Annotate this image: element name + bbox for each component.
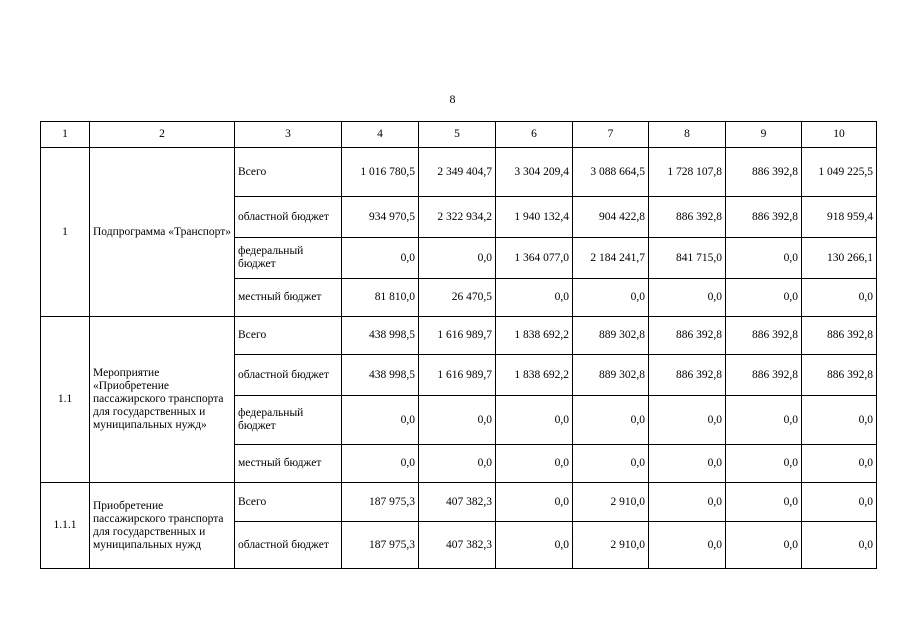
header-cell: 9 <box>726 122 802 148</box>
value-cell: 0,0 <box>726 396 802 445</box>
funding-source: федеральный бюджет <box>235 238 342 279</box>
funding-source: федеральный бюджет <box>235 396 342 445</box>
value-cell: 886 392,8 <box>726 148 802 197</box>
value-cell: 886 392,8 <box>802 355 877 396</box>
value-cell: 0,0 <box>802 522 877 569</box>
value-cell: 438 998,5 <box>342 317 419 355</box>
funding-source: областной бюджет <box>235 197 342 238</box>
row-name: Подпрограмма «Транспорт» <box>90 148 235 317</box>
row-name: Мероприятие «Приобретение пассажирского транспорта для государственных и муниципальных нужд» <box>90 317 235 483</box>
value-cell: 0,0 <box>419 238 496 279</box>
funding-source: Всего <box>235 148 342 197</box>
funding-source: областной бюджет <box>235 355 342 396</box>
header-cell: 8 <box>649 122 726 148</box>
value-cell: 1 838 692,2 <box>496 317 573 355</box>
value-cell: 886 392,8 <box>649 355 726 396</box>
funding-source: местный бюджет <box>235 279 342 317</box>
value-cell: 918 959,4 <box>802 197 877 238</box>
page-number: 8 <box>449 92 456 106</box>
budget-table <box>40 121 877 569</box>
value-cell: 0,0 <box>802 445 877 483</box>
header-cell: 4 <box>342 122 419 148</box>
value-cell: 0,0 <box>649 279 726 317</box>
value-cell: 0,0 <box>649 445 726 483</box>
header-cell: 6 <box>496 122 573 148</box>
header-cell: 1 <box>41 122 90 148</box>
value-cell: 81 810,0 <box>342 279 419 317</box>
value-cell: 1 364 077,0 <box>496 238 573 279</box>
value-cell: 187 975,3 <box>342 483 419 522</box>
header-cell: 7 <box>573 122 649 148</box>
value-cell: 886 392,8 <box>802 317 877 355</box>
value-cell: 1 940 132,4 <box>496 197 573 238</box>
funding-source: областной бюджет <box>235 522 342 569</box>
header-cell: 3 <box>235 122 342 148</box>
value-cell: 886 392,8 <box>726 317 802 355</box>
value-cell: 904 422,8 <box>573 197 649 238</box>
value-cell: 2 910,0 <box>573 522 649 569</box>
value-cell: 1 616 989,7 <box>419 317 496 355</box>
value-cell: 0,0 <box>802 279 877 317</box>
value-cell: 0,0 <box>496 279 573 317</box>
value-cell: 1 616 989,7 <box>419 355 496 396</box>
row-name: Приобретение пассажирского транспорта для государственных и муниципальных нужд <box>90 483 235 569</box>
header-cell: 5 <box>419 122 496 148</box>
value-cell: 1 728 107,8 <box>649 148 726 197</box>
value-cell: 0,0 <box>342 445 419 483</box>
value-cell: 841 715,0 <box>649 238 726 279</box>
value-cell: 0,0 <box>496 396 573 445</box>
value-cell: 889 302,8 <box>573 355 649 396</box>
value-cell: 0,0 <box>496 522 573 569</box>
funding-source: местный бюджет <box>235 445 342 483</box>
value-cell: 26 470,5 <box>419 279 496 317</box>
value-cell: 0,0 <box>726 522 802 569</box>
header-row <box>41 122 877 148</box>
value-cell: 0,0 <box>419 396 496 445</box>
row-index: 1 <box>41 148 90 317</box>
value-cell: 889 302,8 <box>573 317 649 355</box>
value-cell: 886 392,8 <box>649 197 726 238</box>
value-cell: 407 382,3 <box>419 483 496 522</box>
header-cell: 2 <box>90 122 235 148</box>
table-row <box>41 148 877 197</box>
value-cell: 2 184 241,7 <box>573 238 649 279</box>
value-cell: 187 975,3 <box>342 522 419 569</box>
value-cell: 1 016 780,5 <box>342 148 419 197</box>
value-cell: 0,0 <box>573 279 649 317</box>
value-cell: 3 304 209,4 <box>496 148 573 197</box>
value-cell: 2 322 934,2 <box>419 197 496 238</box>
value-cell: 130 266,1 <box>802 238 877 279</box>
value-cell: 0,0 <box>573 445 649 483</box>
value-cell: 0,0 <box>726 483 802 522</box>
funding-source: Всего <box>235 483 342 522</box>
value-cell: 0,0 <box>573 396 649 445</box>
value-cell: 934 970,5 <box>342 197 419 238</box>
value-cell: 407 382,3 <box>419 522 496 569</box>
funding-source: Всего <box>235 317 342 355</box>
value-cell: 0,0 <box>802 483 877 522</box>
value-cell: 0,0 <box>649 396 726 445</box>
value-cell: 2 910,0 <box>573 483 649 522</box>
value-cell: 0,0 <box>496 445 573 483</box>
value-cell: 886 392,8 <box>726 197 802 238</box>
header-cell: 10 <box>802 122 877 148</box>
value-cell: 886 392,8 <box>649 317 726 355</box>
value-cell: 0,0 <box>726 279 802 317</box>
value-cell: 2 349 404,7 <box>419 148 496 197</box>
table-row <box>41 483 877 522</box>
value-cell: 0,0 <box>649 522 726 569</box>
value-cell: 0,0 <box>342 238 419 279</box>
value-cell: 886 392,8 <box>726 355 802 396</box>
value-cell: 1 049 225,5 <box>802 148 877 197</box>
value-cell: 0,0 <box>649 483 726 522</box>
row-index: 1.1 <box>41 317 90 483</box>
value-cell: 1 838 692,2 <box>496 355 573 396</box>
value-cell: 3 088 664,5 <box>573 148 649 197</box>
table-row <box>41 317 877 355</box>
value-cell: 0,0 <box>726 445 802 483</box>
value-cell: 0,0 <box>496 483 573 522</box>
value-cell: 438 998,5 <box>342 355 419 396</box>
value-cell: 0,0 <box>726 238 802 279</box>
value-cell: 0,0 <box>802 396 877 445</box>
value-cell: 0,0 <box>419 445 496 483</box>
value-cell: 0,0 <box>342 396 419 445</box>
row-index: 1.1.1 <box>41 483 90 569</box>
